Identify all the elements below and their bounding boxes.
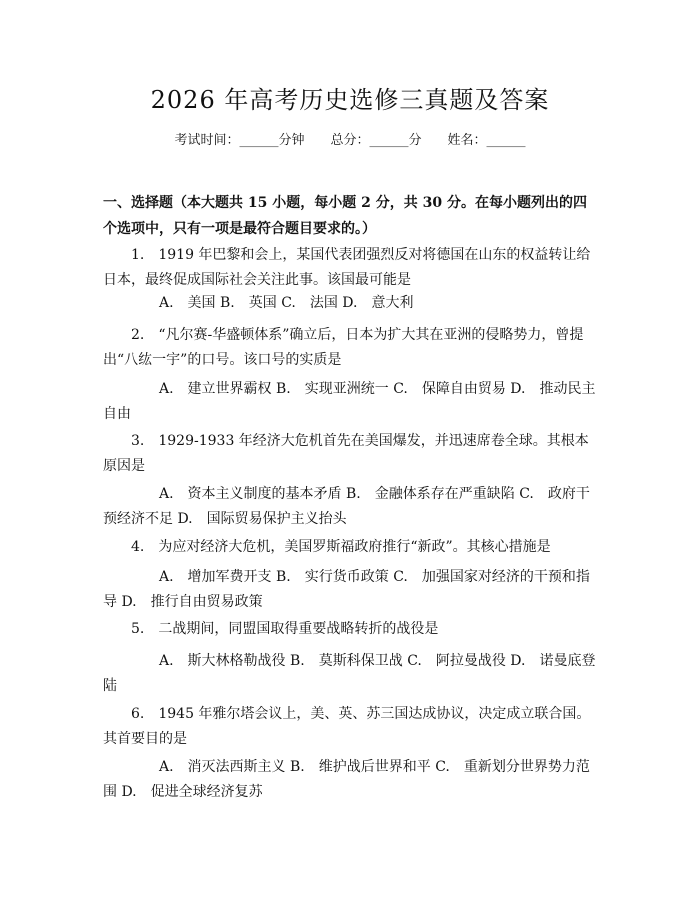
question-2-options: A. 建立世界霸权 B. 实现亚洲统一 C. 保障自由贸易 D. 推动民主自由 xyxy=(103,381,596,422)
question-stem: 4. 为应对经济大危机，美国罗斯福政府推行“新政”。其核心措施是 xyxy=(131,539,551,555)
question-2 xyxy=(103,323,597,373)
section-heading: 一、选择题（本大题共 15 小题，每小题 2 分，共 30 分。在每小题列出的四个选项中，只有一项是最符合题目要求的。） xyxy=(103,195,587,237)
question-1-options: A. 美国 B. 英国 C. 法国 D. 意大利 xyxy=(159,295,414,311)
question-stem: 5. 二战期间，同盟国取得重要战略转折的战役是 xyxy=(131,621,439,637)
question-1 xyxy=(103,243,597,293)
total-score-field: 总分：______分 xyxy=(330,133,422,148)
question-5 xyxy=(103,617,597,642)
question-6-options: A. 消灭法西斯主义 B. 维护战后世界和平 C. 重新划分世界势力范围 D. 促进全球经济复苏 xyxy=(103,759,590,800)
question-stem: 2. “凡尔赛-华盛顿体系”确立后，日本为扩大其在亚洲的侵略势力，曾提出“八纮一宇”的口号。该口号的实质是 xyxy=(103,327,584,368)
student-name-field: 姓名：______ xyxy=(447,133,526,148)
exam-meta-line xyxy=(0,131,700,151)
question-stem: 6. 1945 年雅尔塔会议上，美、英、苏三国达成协议，决定成立联合国。其首要目的是 xyxy=(103,706,591,747)
question-4 xyxy=(103,535,597,560)
exam-time-field: 考试时间：______分钟 xyxy=(174,133,305,148)
page-title: 2026 年高考历史选修三真题及答案 xyxy=(150,86,550,114)
question-6 xyxy=(103,702,597,752)
question-5-options: A. 斯大林格勒战役 B. 莫斯科保卫战 C. 阿拉曼战役 D. 诺曼底登陆 xyxy=(103,653,596,694)
question-3 xyxy=(103,429,597,479)
question-3-options: A. 资本主义制度的基本矛盾 B. 金融体系存在严重缺陷 C. 政府干预经济不足 D. 国际贸易保护主义抬头 xyxy=(103,486,590,527)
question-stem: 1. 1919 年巴黎和会上，某国代表团强烈反对将德国在山东的权益转让给日本，最终促成国际社会关注此事。该国最可能是 xyxy=(103,247,591,288)
question-4-options: A. 增加军费开支 B. 实行货币政策 C. 加强国家对经济的干预和指导 D. 推行自由贸易政策 xyxy=(103,569,590,610)
question-stem: 3. 1929-1933 年经济大危机首先在美国爆发，并迅速席卷全球。其根本原因是 xyxy=(103,433,589,474)
